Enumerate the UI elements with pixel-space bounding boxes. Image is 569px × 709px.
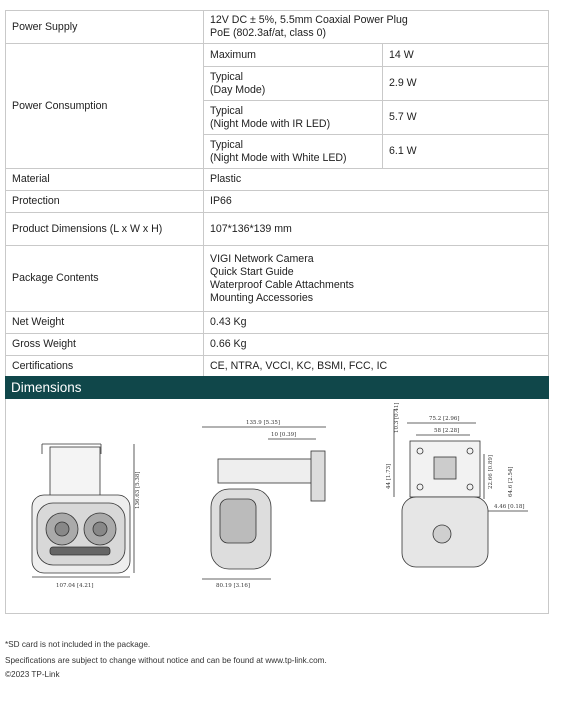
package-line-3: Waterproof Cable Attachments xyxy=(210,278,354,291)
label-power-supply: Power Supply xyxy=(6,11,204,44)
power-row-1-value: 14 W xyxy=(383,44,549,67)
back-dim-a: 10.3 [0.41] xyxy=(394,402,400,433)
side-depth-dim: 10 [0.39] xyxy=(271,432,297,438)
footnote-specs-change: Specifications are subject to change without notice and can be found at www.tp-link.com. xyxy=(5,656,327,665)
back-dim-b: 75.2 [2.96] xyxy=(429,416,460,422)
spec-table xyxy=(5,10,549,377)
value-dimensions: 107*136*139 mm xyxy=(204,213,549,246)
label-protection: Protection xyxy=(6,191,204,213)
front-view-drawing xyxy=(32,444,134,577)
label-certifications: Certifications xyxy=(6,356,204,377)
row-net-weight xyxy=(6,312,549,334)
back-dim-e: 22.66 [0.89] xyxy=(488,454,494,489)
power-row-1-label: Maximum xyxy=(204,44,383,67)
back-dim-f: 64.6 [2.54] xyxy=(508,466,514,497)
front-width-dim: 107.04 [4.21] xyxy=(56,583,94,589)
label-dimensions: Product Dimensions (L x W x H) xyxy=(6,213,204,246)
copyright: ©2023 TP-Link xyxy=(5,670,60,679)
power-row-3-line-1: Typical xyxy=(210,104,243,117)
power-row-4-value: 6.1 W xyxy=(383,135,549,169)
value-gross-weight: 0.66 Kg xyxy=(204,334,549,356)
label-power-consumption: Power Consumption xyxy=(6,44,204,169)
row-protection xyxy=(6,191,549,213)
dimensions-heading: Dimensions xyxy=(5,376,549,399)
row-material xyxy=(6,169,549,191)
side-top-dim: 135.9 [5.35] xyxy=(246,420,281,426)
row-dimensions xyxy=(6,213,549,246)
dimension-drawing-svg xyxy=(6,399,550,614)
footnote-sd-card: *SD card is not included in the package. xyxy=(5,640,151,649)
value-package xyxy=(204,246,549,312)
side-bottom-dim: 80.19 [3.16] xyxy=(216,583,251,589)
back-dim-c: 58 [2.28] xyxy=(434,428,460,434)
label-net-weight: Net Weight xyxy=(6,312,204,334)
power-row-4-line-2: (Night Mode with White LED) xyxy=(210,151,347,164)
power-row-3-line-2: (Night Mode with IR LED) xyxy=(210,117,331,130)
power-row-4-line-1: Typical xyxy=(210,138,243,151)
value-material: Plastic xyxy=(204,169,549,191)
back-dim-g: 4.46 [0.18] xyxy=(494,504,525,510)
label-gross-weight: Gross Weight xyxy=(6,334,204,356)
package-line-4: Mounting Accessories xyxy=(210,291,314,304)
row-power-max xyxy=(6,44,549,67)
row-package xyxy=(6,246,549,312)
package-line-2: Quick Start Guide xyxy=(210,265,294,278)
row-power-supply xyxy=(6,11,549,44)
value-certifications: CE, NTRA, VCCI, KC, BSMI, FCC, IC xyxy=(204,356,549,377)
side-view-drawing xyxy=(202,427,326,579)
dimensions-drawings xyxy=(5,399,549,614)
value-net-weight: 0.43 Kg xyxy=(204,312,549,334)
front-height-dim: 136.63 [5.38] xyxy=(135,471,141,509)
label-material: Material xyxy=(6,169,204,191)
power-supply-line-1: 12V DC ± 5%, 5.5mm Coaxial Power Plug xyxy=(210,14,408,26)
power-row-2-line-1: Typical xyxy=(210,70,243,83)
power-row-2-label xyxy=(204,67,383,101)
power-row-2-line-2: (Day Mode) xyxy=(210,83,266,96)
label-package: Package Contents xyxy=(6,246,204,312)
value-protection: IP66 xyxy=(204,191,549,213)
power-row-4-label xyxy=(204,135,383,169)
package-line-1: VIGI Network Camera xyxy=(210,252,314,265)
row-gross-weight xyxy=(6,334,549,356)
power-row-3-label xyxy=(204,101,383,135)
row-certifications xyxy=(6,356,549,377)
power-row-2-value: 2.9 W xyxy=(383,67,549,101)
power-row-3-value: 5.7 W xyxy=(383,101,549,135)
back-dim-d: 44 [1.73] xyxy=(386,463,392,489)
value-power-supply xyxy=(204,11,549,44)
power-supply-line-2: PoE (802.3af/at, class 0) xyxy=(210,27,327,39)
